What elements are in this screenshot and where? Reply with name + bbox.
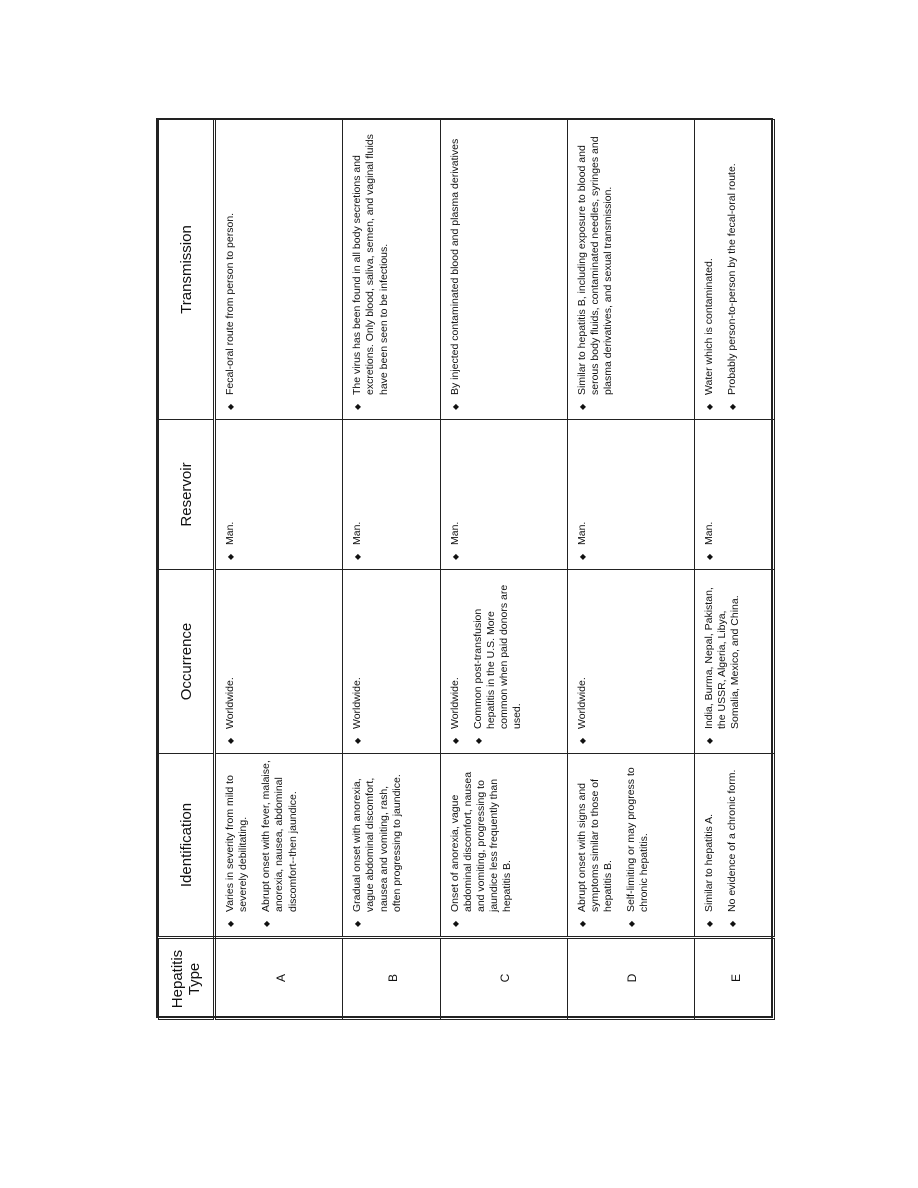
occurrence-cell (694, 570, 774, 754)
reservoir-list (576, 426, 589, 561)
document-page-frame (156, 118, 773, 1018)
table-row (694, 120, 774, 1020)
bullet-item: ◆ Gradual onset with anorexia, vague abdominal discomfort, nausea and vomiting, rash, often progressing to jaundice. (351, 760, 404, 912)
identification-cell (215, 754, 343, 938)
bullet-item: ◆ Man. (224, 426, 237, 545)
table-row (215, 120, 343, 1020)
table-row (567, 120, 694, 1020)
bullet-item: ◆ The virus has been found in all body secretions and excretions. Only blood, saliva, semen, and vaginal fluids have been seen to be infectious. (351, 126, 390, 395)
header-identification: Identification (159, 754, 215, 938)
bullet-item: ◆ Water which is contaminated. (703, 126, 716, 395)
bullet-item: ◆ By injected contaminated blood and plasma derivatives (449, 126, 462, 395)
header-reservoir: Reservoir (159, 420, 215, 570)
reservoir-cell (694, 420, 774, 570)
identification-list (703, 760, 739, 928)
header-transmission: Transmission (159, 120, 215, 420)
occurrence-list (576, 576, 589, 745)
bullet-item: ◆ Man. (576, 426, 589, 545)
header-row (159, 120, 215, 1020)
identification-list (351, 760, 404, 928)
transmission-list (449, 126, 462, 411)
table-row (343, 120, 440, 1020)
reservoir-list (224, 426, 237, 561)
bullet-item: ◆ Worldwide. (449, 576, 462, 729)
bullet-item: ◆ Fecal-oral route from person to person. (224, 126, 237, 395)
table-row (440, 120, 567, 1020)
transmission-cell (567, 120, 694, 420)
bullet-item: ◆ Similar to hepatitis B, including exposure to blood and serous body fluids, contaminated needles, syringes and plasma derivatives, and sexual transmission. (576, 126, 615, 395)
hepatitis-type-cell: A (215, 938, 343, 1020)
occurrence-list (351, 576, 364, 745)
bullet-item: ◆ No evidence of a chronic form. (726, 760, 739, 912)
reservoir-cell (440, 420, 567, 570)
identification-list (576, 760, 652, 928)
hepatitis-type-cell: E (694, 938, 774, 1020)
bullet-item: ◆ Worldwide. (576, 576, 589, 729)
occurrence-cell (215, 570, 343, 754)
bullet-item: ◆ Man. (351, 426, 364, 545)
occurrence-cell (343, 570, 440, 754)
bullet-item: ◆ Varies in severity from mild to severely debilitating. (224, 760, 250, 912)
bullet-item: ◆ Self-limiting or may progress to chronic hepatitis. (625, 760, 651, 912)
bullet-item: ◆ India, Burma, Nepal, Pakistan, the USSR, Algeria, Libya, Somalia, Mexico, and China. (703, 576, 742, 729)
bullet-item: ◆ Common post-transfusion hepatitis in the U.S. More common when paid donors are used. (472, 576, 525, 729)
transmission-list (576, 126, 615, 411)
transmission-cell (440, 120, 567, 420)
bullet-item: ◆ Abrupt onset with signs and symptoms similar to those of hepatitis B. (576, 760, 615, 912)
bullet-item: ◆ Onset of anorexia, vague abdominal discomfort, nausea and vomiting, progressing to jaundice less frequently than hepatitis B. (449, 760, 515, 912)
bullet-item: ◆ Abrupt onset with fever, malaise, anorexia, nausea, abdominal discomfort--then jaundice. (260, 760, 299, 912)
identification-cell (440, 754, 567, 938)
occurrence-list (703, 576, 742, 745)
bullet-item: ◆ Man. (449, 426, 462, 545)
reservoir-list (351, 426, 364, 561)
reservoir-list (703, 426, 716, 561)
transmission-list (351, 126, 390, 411)
hepatitis-type-cell: D (567, 938, 694, 1020)
header-occurrence: Occurrence (159, 570, 215, 754)
transmission-cell (694, 120, 774, 420)
reservoir-cell (567, 420, 694, 570)
transmission-cell (343, 120, 440, 420)
identification-list (224, 760, 300, 928)
bullet-item: ◆ Worldwide. (351, 576, 364, 729)
reservoir-list (449, 426, 462, 561)
occurrence-list (224, 576, 237, 745)
identification-cell (694, 754, 774, 938)
identification-list (449, 760, 515, 928)
reservoir-cell (343, 420, 440, 570)
occurrence-cell (567, 570, 694, 754)
identification-cell (567, 754, 694, 938)
transmission-list (703, 126, 739, 411)
hepatitis-table (158, 119, 775, 1020)
bullet-item: ◆ Man. (703, 426, 716, 545)
header-hepatitis-type: Hepatitis Type (159, 938, 215, 1020)
transmission-list (224, 126, 237, 411)
bullet-item: ◆ Similar to hepatitis A. (703, 760, 716, 912)
identification-cell (343, 754, 440, 938)
transmission-cell (215, 120, 343, 420)
hepatitis-type-cell: B (343, 938, 440, 1020)
rotated-table-container (158, 120, 775, 1020)
hepatitis-type-cell: C (440, 938, 567, 1020)
occurrence-cell (440, 570, 567, 754)
reservoir-cell (215, 420, 343, 570)
occurrence-list (449, 576, 525, 745)
table-body (215, 120, 775, 1020)
bullet-item: ◆ Probably person-to-person by the fecal-oral route. (726, 126, 739, 395)
bullet-item: ◆ Worldwide. (224, 576, 237, 729)
